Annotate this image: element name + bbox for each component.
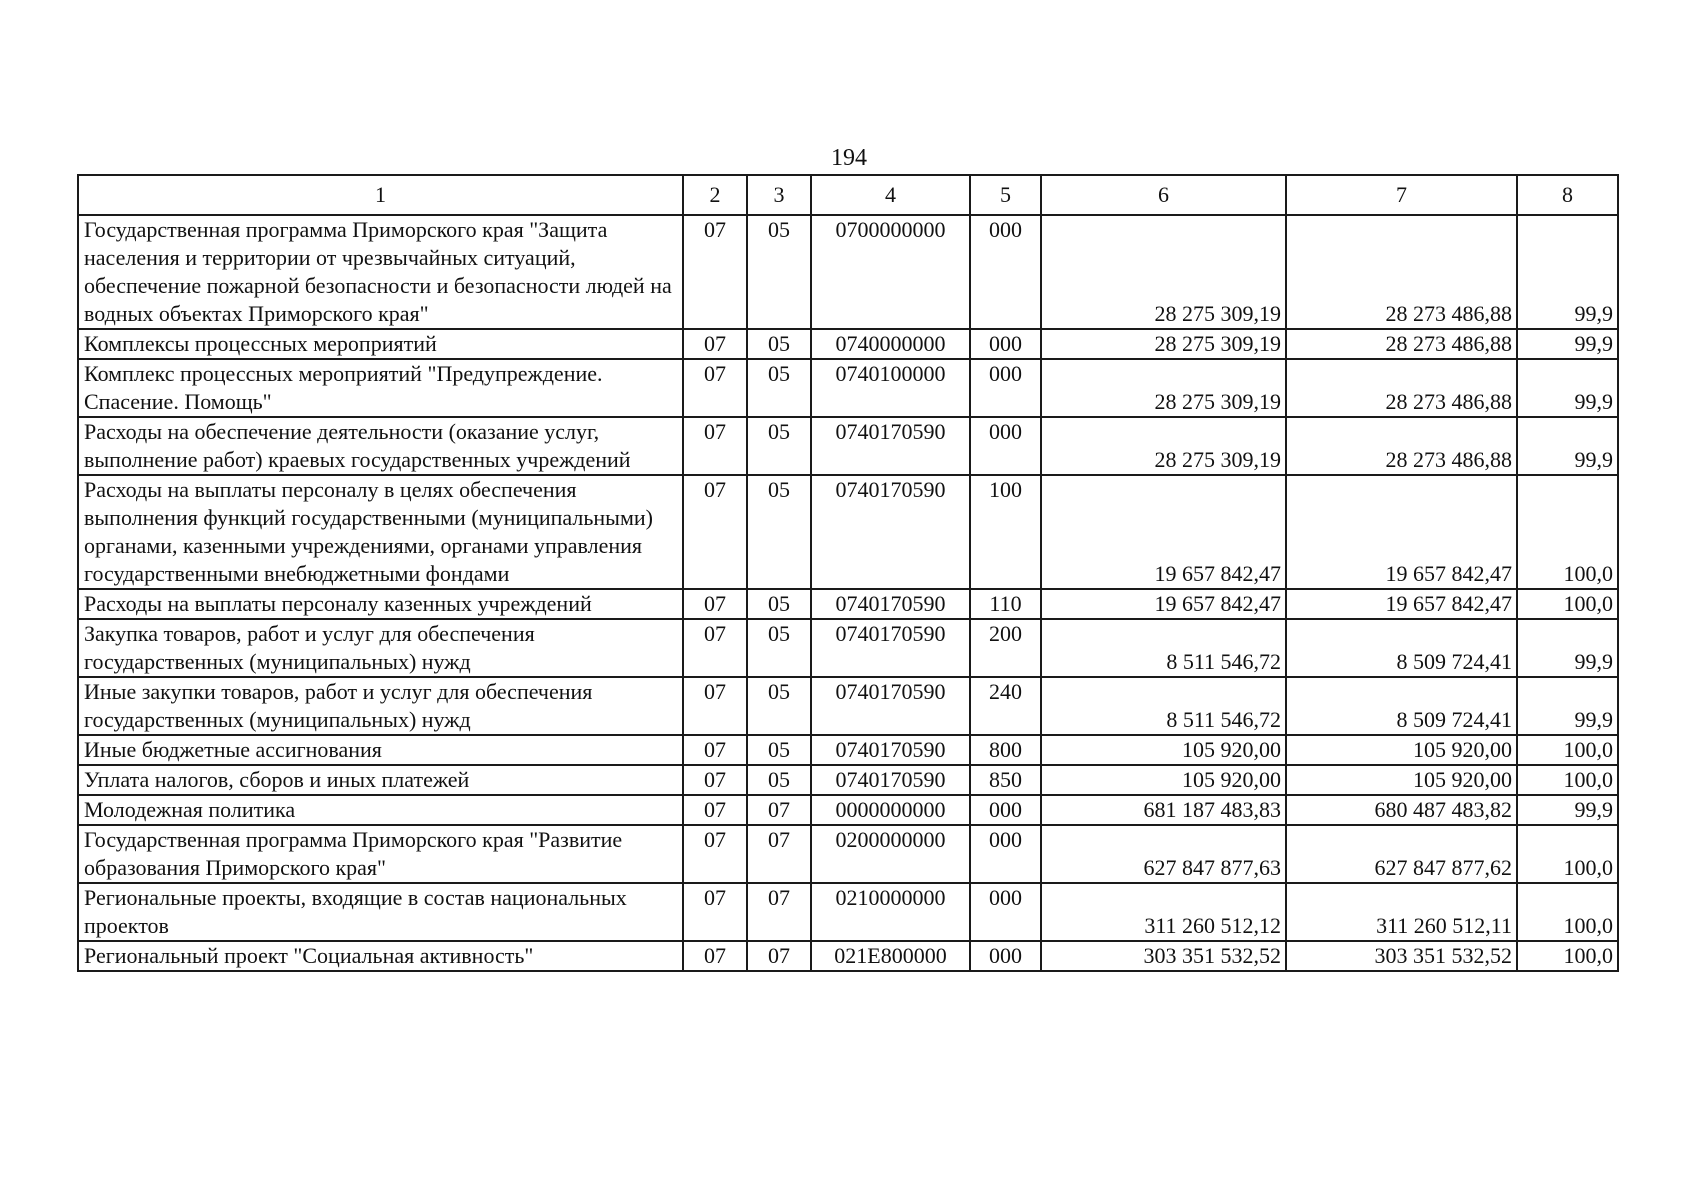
expense-type-cell: 000 — [970, 359, 1041, 417]
column-header: 8 — [1517, 175, 1618, 215]
row-name-cell: Региональные проекты, входящие в состав национальных проектов — [78, 883, 683, 941]
row-name-cell: Региональный проект "Социальная активность" — [78, 941, 683, 971]
executed-amount-cell: 627 847 877,62 — [1286, 825, 1517, 883]
subsection-code-cell: 05 — [747, 359, 811, 417]
expense-type-cell: 240 — [970, 677, 1041, 735]
percent-cell: 99,9 — [1517, 359, 1618, 417]
planned-amount-cell: 8 511 546,72 — [1041, 677, 1286, 735]
budget-table — [77, 174, 1619, 972]
column-header: 7 — [1286, 175, 1517, 215]
target-article-cell: 0740170590 — [811, 475, 970, 589]
row-name-cell: Уплата налогов, сборов и иных платежей — [78, 765, 683, 795]
executed-amount-cell: 28 273 486,88 — [1286, 359, 1517, 417]
target-article-cell: 0740170590 — [811, 589, 970, 619]
target-article-cell: 0740170590 — [811, 417, 970, 475]
planned-amount-cell: 28 275 309,19 — [1041, 215, 1286, 329]
row-name-cell: Государственная программа Приморского края "Развитие образования Приморского края" — [78, 825, 683, 883]
executed-amount-cell: 105 920,00 — [1286, 735, 1517, 765]
table-header-row — [78, 175, 1618, 215]
percent-cell: 100,0 — [1517, 589, 1618, 619]
row-name-cell: Государственная программа Приморского края "Защита населения и территории от чрезвычайных ситуаций, обеспечение пожарной безопасности и безопасности людей на водных объектах Приморского края" — [78, 215, 683, 329]
column-header: 6 — [1041, 175, 1286, 215]
subsection-code-cell: 05 — [747, 417, 811, 475]
target-article-cell: 0210000000 — [811, 883, 970, 941]
planned-amount-cell: 681 187 483,83 — [1041, 795, 1286, 825]
subsection-code-cell: 05 — [747, 329, 811, 359]
subsection-code-cell: 05 — [747, 475, 811, 589]
executed-amount-cell: 28 273 486,88 — [1286, 417, 1517, 475]
section-code-cell: 07 — [683, 825, 747, 883]
section-code-cell: 07 — [683, 589, 747, 619]
executed-amount-cell: 8 509 724,41 — [1286, 677, 1517, 735]
expense-type-cell: 850 — [970, 765, 1041, 795]
subsection-code-cell: 07 — [747, 825, 811, 883]
expense-type-cell: 200 — [970, 619, 1041, 677]
percent-cell: 99,9 — [1517, 329, 1618, 359]
section-code-cell: 07 — [683, 359, 747, 417]
row-name-cell: Закупка товаров, работ и услуг для обеспечения государственных (муниципальных) нужд — [78, 619, 683, 677]
executed-amount-cell: 105 920,00 — [1286, 765, 1517, 795]
row-name-cell: Расходы на выплаты персоналу в целях обеспечения выполнения функций государственными (муниципальными) органами, казенными учреждениями, органами управления государственными внебюджетными фондами — [78, 475, 683, 589]
planned-amount-cell: 311 260 512,12 — [1041, 883, 1286, 941]
target-article-cell: 0740170590 — [811, 765, 970, 795]
percent-cell: 99,9 — [1517, 215, 1618, 329]
table-row — [78, 677, 1618, 735]
column-header: 5 — [970, 175, 1041, 215]
planned-amount-cell: 19 657 842,47 — [1041, 475, 1286, 589]
expense-type-cell: 000 — [970, 329, 1041, 359]
executed-amount-cell: 680 487 483,82 — [1286, 795, 1517, 825]
expense-type-cell: 000 — [970, 417, 1041, 475]
percent-cell: 100,0 — [1517, 765, 1618, 795]
section-code-cell: 07 — [683, 735, 747, 765]
planned-amount-cell: 105 920,00 — [1041, 735, 1286, 765]
target-article-cell: 0740170590 — [811, 677, 970, 735]
target-article-cell: 0740170590 — [811, 619, 970, 677]
row-name-cell: Иные бюджетные ассигнования — [78, 735, 683, 765]
section-code-cell: 07 — [683, 417, 747, 475]
subsection-code-cell: 05 — [747, 765, 811, 795]
column-header: 1 — [78, 175, 683, 215]
percent-cell: 100,0 — [1517, 735, 1618, 765]
section-code-cell: 07 — [683, 941, 747, 971]
expense-type-cell: 110 — [970, 589, 1041, 619]
expense-type-cell: 000 — [970, 795, 1041, 825]
table-row — [78, 417, 1618, 475]
planned-amount-cell: 105 920,00 — [1041, 765, 1286, 795]
target-article-cell: 0000000000 — [811, 795, 970, 825]
target-article-cell: 0200000000 — [811, 825, 970, 883]
column-header: 3 — [747, 175, 811, 215]
section-code-cell: 07 — [683, 329, 747, 359]
table-row — [78, 589, 1618, 619]
section-code-cell: 07 — [683, 619, 747, 677]
target-article-cell: 021Е800000 — [811, 941, 970, 971]
target-article-cell: 0740170590 — [811, 735, 970, 765]
percent-cell: 100,0 — [1517, 825, 1618, 883]
executed-amount-cell: 8 509 724,41 — [1286, 619, 1517, 677]
executed-amount-cell: 19 657 842,47 — [1286, 475, 1517, 589]
row-name-cell: Комплексы процессных мероприятий — [78, 329, 683, 359]
row-name-cell: Иные закупки товаров, работ и услуг для обеспечения государственных (муниципальных) нужд — [78, 677, 683, 735]
subsection-code-cell: 05 — [747, 589, 811, 619]
expense-type-cell: 000 — [970, 215, 1041, 329]
subsection-code-cell: 05 — [747, 677, 811, 735]
expense-type-cell: 800 — [970, 735, 1041, 765]
percent-cell: 100,0 — [1517, 475, 1618, 589]
percent-cell: 99,9 — [1517, 619, 1618, 677]
percent-cell: 100,0 — [1517, 883, 1618, 941]
table-row — [78, 215, 1618, 329]
table-row — [78, 883, 1618, 941]
section-code-cell: 07 — [683, 795, 747, 825]
page-number: 194 — [831, 145, 867, 171]
executed-amount-cell: 28 273 486,88 — [1286, 215, 1517, 329]
subsection-code-cell: 07 — [747, 795, 811, 825]
planned-amount-cell: 28 275 309,19 — [1041, 359, 1286, 417]
subsection-code-cell: 05 — [747, 215, 811, 329]
planned-amount-cell: 28 275 309,19 — [1041, 329, 1286, 359]
percent-cell: 99,9 — [1517, 677, 1618, 735]
expense-type-cell: 000 — [970, 883, 1041, 941]
executed-amount-cell: 19 657 842,47 — [1286, 589, 1517, 619]
section-code-cell: 07 — [683, 215, 747, 329]
executed-amount-cell: 28 273 486,88 — [1286, 329, 1517, 359]
row-name-cell: Комплекс процессных мероприятий "Предупреждение. Спасение. Помощь" — [78, 359, 683, 417]
table-row — [78, 475, 1618, 589]
table-row — [78, 795, 1618, 825]
row-name-cell: Расходы на выплаты персоналу казенных учреждений — [78, 589, 683, 619]
table-row — [78, 619, 1618, 677]
subsection-code-cell: 05 — [747, 619, 811, 677]
planned-amount-cell: 8 511 546,72 — [1041, 619, 1286, 677]
subsection-code-cell: 07 — [747, 941, 811, 971]
column-header: 4 — [811, 175, 970, 215]
section-code-cell: 07 — [683, 677, 747, 735]
planned-amount-cell: 28 275 309,19 — [1041, 417, 1286, 475]
table-row — [78, 359, 1618, 417]
executed-amount-cell: 311 260 512,11 — [1286, 883, 1517, 941]
expense-type-cell: 000 — [970, 825, 1041, 883]
section-code-cell: 07 — [683, 765, 747, 795]
subsection-code-cell: 07 — [747, 883, 811, 941]
target-article-cell: 0740000000 — [811, 329, 970, 359]
section-code-cell: 07 — [683, 475, 747, 589]
planned-amount-cell: 303 351 532,52 — [1041, 941, 1286, 971]
percent-cell: 99,9 — [1517, 417, 1618, 475]
row-name-cell: Расходы на обеспечение деятельности (оказание услуг, выполнение работ) краевых государственных учреждений — [78, 417, 683, 475]
table-row — [78, 765, 1618, 795]
table-row — [78, 825, 1618, 883]
table-row — [78, 735, 1618, 765]
planned-amount-cell: 627 847 877,63 — [1041, 825, 1286, 883]
executed-amount-cell: 303 351 532,52 — [1286, 941, 1517, 971]
expense-type-cell: 100 — [970, 475, 1041, 589]
expense-type-cell: 000 — [970, 941, 1041, 971]
section-code-cell: 07 — [683, 883, 747, 941]
table-row — [78, 329, 1618, 359]
table-row — [78, 941, 1618, 971]
percent-cell: 100,0 — [1517, 941, 1618, 971]
target-article-cell: 0700000000 — [811, 215, 970, 329]
target-article-cell: 0740100000 — [811, 359, 970, 417]
planned-amount-cell: 19 657 842,47 — [1041, 589, 1286, 619]
subsection-code-cell: 05 — [747, 735, 811, 765]
row-name-cell: Молодежная политика — [78, 795, 683, 825]
column-header: 2 — [683, 175, 747, 215]
percent-cell: 99,9 — [1517, 795, 1618, 825]
